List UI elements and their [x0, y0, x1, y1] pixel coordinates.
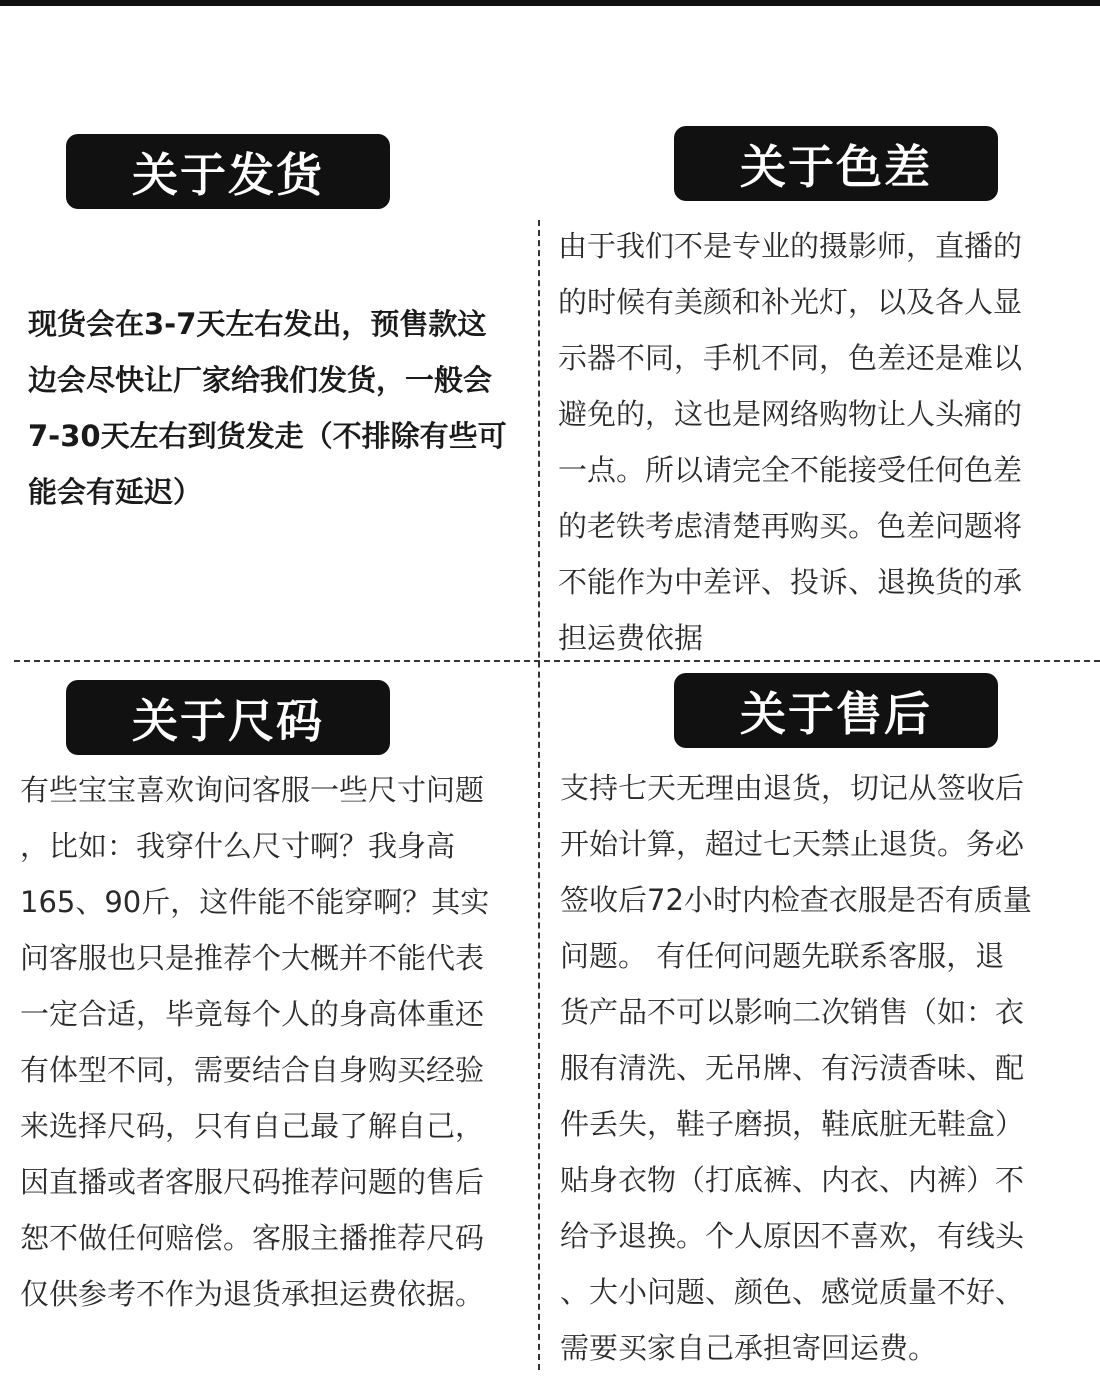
size-line: 有体型不同，需要结合自身购买经验 [20, 1053, 485, 1087]
color-line: 避免的，这也是网络购物让人头痛的 [558, 397, 1023, 431]
after-sales-title: 关于售后 [674, 673, 998, 748]
shipping-line: 现货会在3-7天左右发出，预售款这 [28, 307, 487, 341]
after-sales-line: 开始计算，超过七天禁止退货。务必 [560, 827, 1025, 861]
size-line: ，比如：我穿什么尺寸啊？我身高 [20, 829, 456, 863]
after-sales-line: 需要买家自己承担寄回运费。 [560, 1331, 938, 1365]
color-line: 的老铁考虑清楚再购买。色差问题将 [558, 509, 1023, 543]
shipping-line: 能会有延迟） [28, 475, 203, 509]
color-text [558, 218, 1022, 666]
color-line: 的时候有美颜和补光灯，以及各人显 [558, 285, 1023, 319]
size-line: 一定合适，毕竟每个人的身高体重还 [20, 997, 485, 1031]
after-sales-line: 给予退换。个人原因不喜欢，有线头 [560, 1219, 1025, 1253]
color-line: 由于我们不是专业的摄影师，直播的 [558, 229, 1023, 263]
after-sales-line: 支持七天无理由退货，切记从签收后 [560, 771, 1025, 805]
size-title: 关于尺码 [66, 680, 390, 755]
size-line: 165、90斤，这件能不能穿啊？其实 [20, 885, 490, 919]
shipping-title: 关于发货 [66, 134, 390, 209]
color-line: 一点。所以请完全不能接受任何色差 [558, 453, 1023, 487]
size-line: 问客服也只是推荐个大概并不能代表 [20, 941, 485, 975]
after-sales-line: 货产品不可以影响二次销售（如：衣 [560, 995, 1025, 1029]
after-sales-line: 服有清洗、无吊牌、有污渍香味、配 [560, 1051, 1025, 1085]
shipping-line: 边会尽快让厂家给我们发货，一般会 [28, 363, 493, 397]
after-sales-line: 、大小问题、颜色、感觉质量不好、 [560, 1275, 1025, 1309]
size-line: 来选择尺码，只有自己最了解自己， [20, 1109, 485, 1143]
after-sales-text [560, 760, 1032, 1376]
after-sales-line: 签收后72小时内检查衣服是否有质量 [560, 883, 1032, 917]
after-sales-line: 件丢失，鞋子磨损，鞋底脏无鞋盒） [560, 1107, 1025, 1141]
color-line: 示器不同，手机不同，色差还是难以 [558, 341, 1023, 375]
shipping-text [28, 296, 507, 520]
size-line: 恕不做任何赔偿。客服主播推荐尺码 [20, 1221, 485, 1255]
size-line: 有些宝宝喜欢询问客服一些尺寸问题 [20, 773, 485, 807]
size-text [20, 762, 489, 1322]
size-line: 仅供参考不作为退货承担运费依据。 [20, 1277, 485, 1311]
size-line: 因直播或者客服尺码推荐问题的售后 [20, 1165, 485, 1199]
after-sales-line: 贴身衣物（打底裤、内衣、内裤）不 [560, 1163, 1025, 1197]
color-title: 关于色差 [674, 126, 998, 201]
color-line: 担运费依据 [558, 621, 704, 655]
shipping-line: 7-30天左右到货发走（不排除有些可 [28, 419, 507, 453]
top-rule [0, 0, 1100, 6]
vertical-divider [538, 220, 540, 1370]
color-line: 不能作为中差评、投诉、退换货的承 [558, 565, 1023, 599]
after-sales-line: 问题。 有任何问题先联系客服，退 [560, 939, 1005, 973]
